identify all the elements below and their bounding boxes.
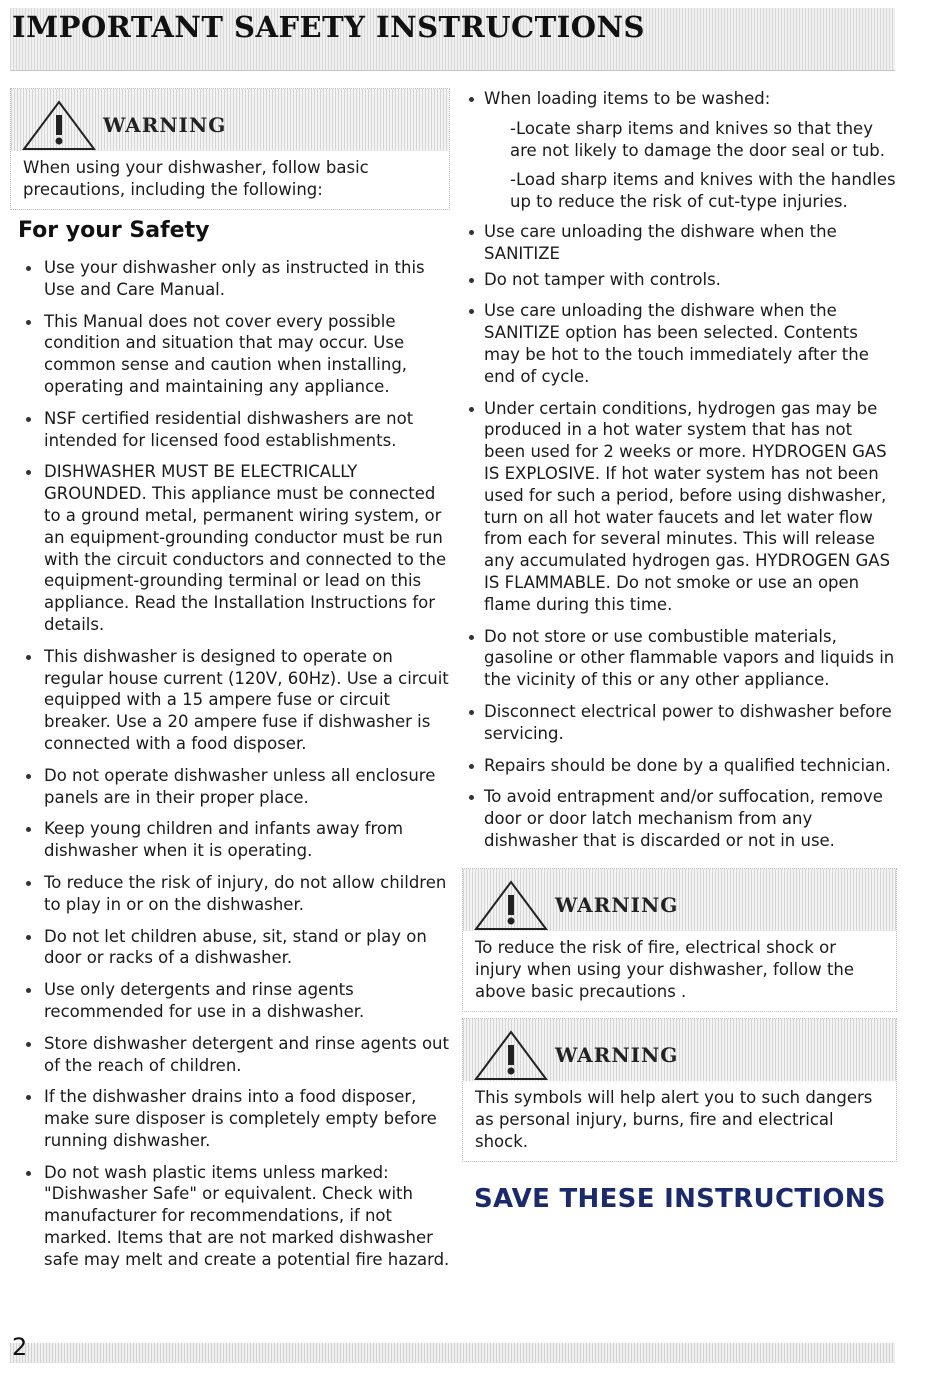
warning-label: WARNING	[103, 113, 227, 137]
warning-text: To reduce the risk of fire, electrical shock or injury when using your dishwasher, follow the above basic precautions .	[475, 937, 855, 1001]
list-item: Repairs should be done by a qualified technician.	[462, 755, 897, 777]
left-column	[10, 88, 450, 1281]
loading-list	[462, 88, 897, 110]
warning-text: When using your dishwasher, follow basic precautions, including the following:	[23, 158, 369, 199]
warning-box-3	[462, 1018, 897, 1162]
page-title: IMPORTANT SAFETY INSTRUCTIONS	[12, 10, 645, 44]
section-heading: For your Safety	[18, 218, 210, 243]
list-item: Do not operate dishwasher unless all enclosure panels are in their proper place.	[10, 765, 450, 809]
loading-subitem: -Locate sharp items and knives so that they are not likely to damage the door seal or tub.	[510, 118, 885, 160]
safety-list-right	[462, 221, 897, 852]
list-item: Do not tamper with controls.	[462, 269, 897, 291]
list-item	[462, 88, 897, 110]
list-item: This Manual does not cover every possible condition and situation that may occur. Use common sense and caution when installing, operating and maintaining any appliance.	[10, 311, 450, 398]
list-item: This dishwasher is designed to operate on regular house current (120V, 60Hz). Use a circuit equipped with a 15 ampere fuse or circuit breaker. Use a 20 ampere fuse if dishwasher is connected with a food disposer.	[10, 646, 450, 755]
warning-text: This symbols will help alert you to such dangers as personal injury, burns, fire and electrical shock.	[475, 1087, 873, 1151]
loading-subitem: -Load sharp items and knives with the handles up to reduce the risk of cut-type injuries.	[510, 170, 896, 212]
warning-label: WARNING	[555, 1042, 679, 1067]
list-item: Under certain conditions, hydrogen gas may be produced in a hot water system that has not been used for 2 weeks or more. HYDROGEN GAS IS EXPLOSIVE. If hot water system has not been used for such a period, before using dishwasher, turn on all hot water faucets and let water flow from each for several minutes. This will release any accumulated hydrogen gas. HYDROGEN GAS IS FLAMMABLE. Do not smoke or use an open flame during this time.	[462, 398, 897, 616]
list-item: If the dishwasher drains into a food disposer, make sure disposer is completely empty before running dishwasher.	[10, 1086, 450, 1151]
warning-header	[463, 1019, 896, 1081]
warning-box-2	[462, 868, 897, 1012]
warning-header	[463, 869, 896, 931]
list-item: DISHWASHER MUST BE ELECTRICALLY GROUNDED. This appliance must be connected to a ground metal, permanent wiring system, or an equipment-grounding conductor must be run with the circuit conductors and connected to the equipment-grounding terminal or lead on this appliance. Read the Installation Instructions for details.	[10, 461, 450, 635]
warning-header	[11, 89, 449, 151]
list-item: Use your dishwasher only as instructed in this Use and Care Manual.	[10, 257, 450, 301]
list-item: Use care unloading the dishware when the SANITIZE option has been selected. Contents may be hot to the touch immediately after the end of cycle.	[462, 300, 897, 387]
list-item: Use care unloading the dishware when the SANITIZE	[462, 221, 897, 265]
warning-triangle-icon	[473, 1029, 549, 1081]
warning-box-1	[10, 88, 450, 210]
list-item: Do not store or use combustible materials, gasoline or other flammable vapors and liquids in the vicinity of this or any other appliance.	[462, 626, 897, 691]
list-item: To avoid entrapment and/or suffocation, remove door or door latch mechanism from any dishwasher that is discarded or not in use.	[462, 786, 897, 851]
title-banner	[10, 8, 895, 71]
page-number: 2	[12, 1333, 28, 1361]
list-item: Keep young children and infants away from dishwasher when it is operating.	[10, 818, 450, 862]
safety-list	[10, 257, 450, 1271]
list-item: NSF certified residential dishwashers are not intended for licensed food establishments.	[10, 408, 450, 452]
list-item: Do not wash plastic items unless marked: "Dishwasher Safe" or equivalent. Check with manufacturer for recommendations, if not marked. Items that are not marked dishwasher safe may melt and create a potential fire hazard.	[10, 1162, 450, 1271]
right-column	[462, 88, 897, 1214]
list-item: Disconnect electrical power to dishwasher before servicing.	[462, 701, 897, 745]
loading-intro: When loading items to be washed:	[484, 89, 771, 108]
save-instructions-heading: SAVE THESE INSTRUCTIONS	[474, 1183, 886, 1214]
footer-bar	[10, 1343, 895, 1363]
warning-triangle-icon	[21, 99, 97, 151]
list-item: Store dishwasher detergent and rinse agents out of the reach of children.	[10, 1033, 450, 1077]
list-item: To reduce the risk of injury, do not allow children to play in or on the dishwasher.	[10, 872, 450, 916]
warning-triangle-icon	[473, 879, 549, 931]
list-item: Do not let children abuse, sit, stand or play on door or racks of a dishwasher.	[10, 926, 450, 970]
warning-label: WARNING	[555, 892, 679, 917]
list-item: Use only detergents and rinse agents recommended for use in a dishwasher.	[10, 979, 450, 1023]
